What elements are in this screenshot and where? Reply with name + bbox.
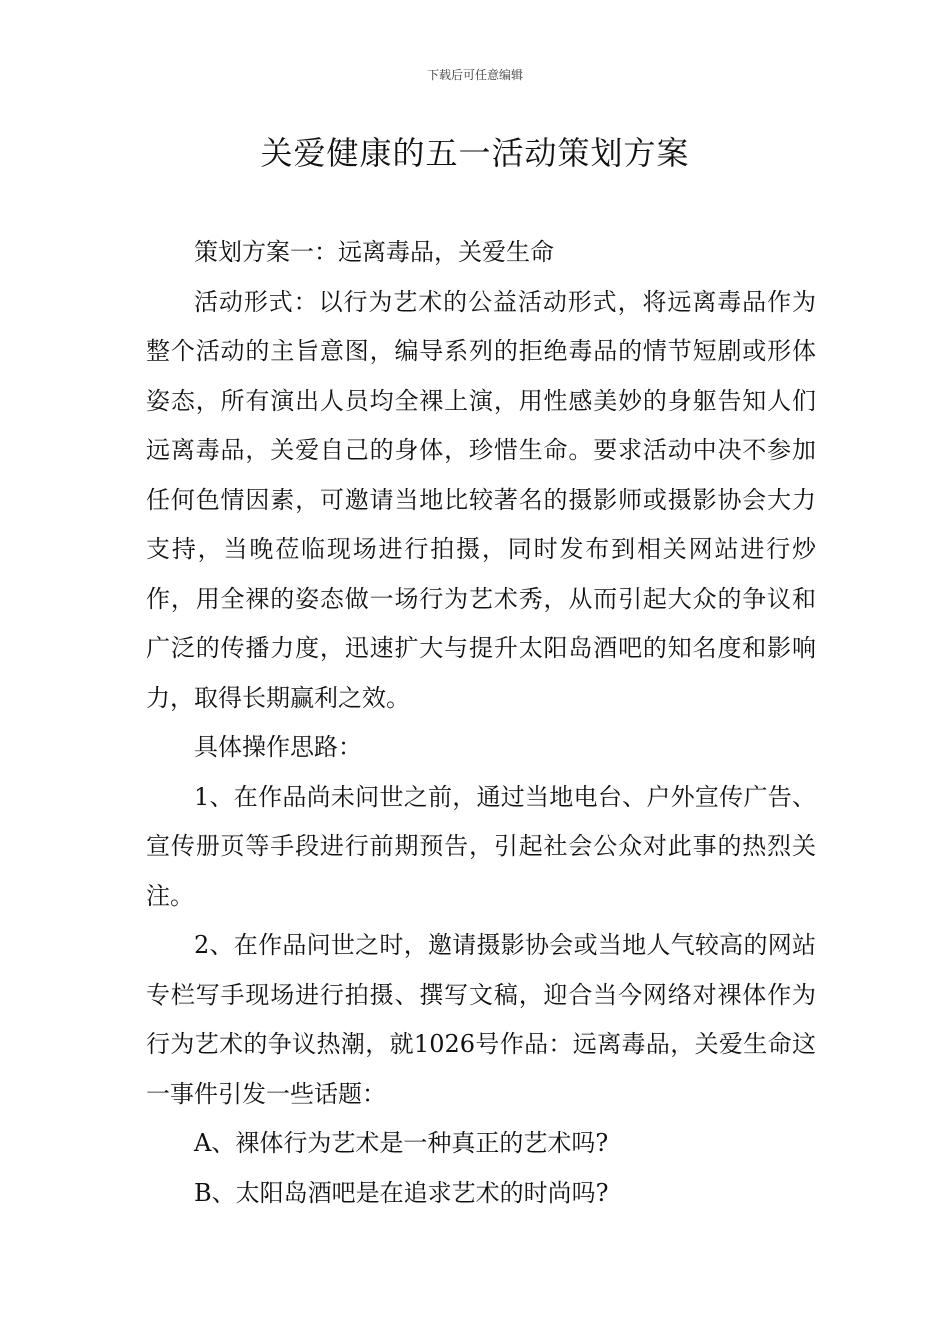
paragraph-topic-a: A、裸体行为艺术是一种真正的艺术吗? — [194, 1129, 609, 1157]
header-note: 下载后可任意编辑 — [426, 68, 523, 82]
paragraph-step-1: 1、在作品尚未问世之前，通过当地电台、户外宣传广告、宣传册页等手段进行前期预告，引起社会公众对此事的热烈关注。 — [146, 782, 816, 910]
paragraph-step-2: 2、在作品问世之时，邀请摄影协会或当地人气较高的网站专栏写手现场进行拍摄、撰写文稿，迎合当今网络对裸体作为行为艺术的争议热潮，就1026号作品：远离毒品，关爱生命这一事件引发一些话题： — [146, 931, 816, 1108]
document-title: 关爱健康的五一活动策划方案 — [260, 134, 690, 172]
paragraph-topic-b: B、太阳岛酒吧是在追求艺术的时尚吗? — [194, 1178, 609, 1207]
paragraph-activity-form: 活动形式：以行为艺术的公益活动形式，将远离毒品作为整个活动的主旨意图，编导系列的拒绝毒品的情节短剧或形体姿态，所有演出人员均全裸上演，用性感美妙的身躯告知人们远离毒品，关爱自己的身体，珍惜生命。要求活动中决不参加任何色情因素，可邀请当地比较著名的摄影师或摄影协会大力支持，当晚莅临现场进行拍摄，同时发布到相关网站进行炒作，用全裸的姿态做一场行为艺术秀，从而引起大众的争议和广泛的传播力度，迅速扩大与提升太阳岛酒吧的知名度和影响力，取得长期赢利之效。 — [146, 287, 816, 712]
document-body — [146, 228, 816, 1218]
paragraph-plan-heading: 策划方案一：远离毒品，关爱生命 — [194, 238, 554, 266]
paragraph-operation-heading: 具体操作思路： — [194, 733, 362, 761]
